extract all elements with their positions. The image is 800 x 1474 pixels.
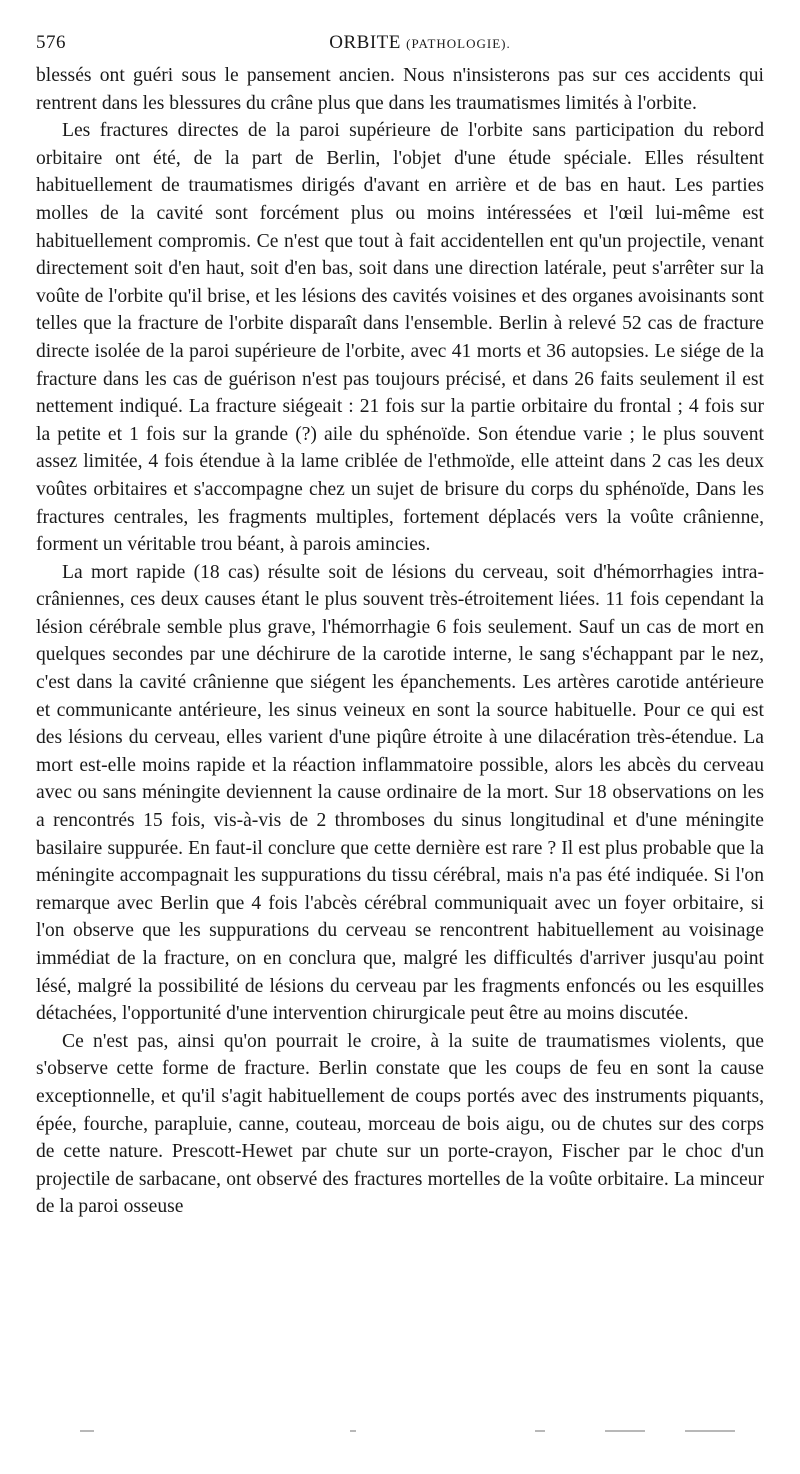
paragraph-rapid-death: La mort rapide (18 cas) résulte soit de lésions du cerveau, soit d'hémorrhagies intra-crâniennes, ces deux causes étant le plus souvent très-étroitement liées. 11 fois cependant la lésion cérébrale semble plus grave, l'hémorrhagie 6 fois seulement. Sauf un cas de mort en quelques secondes par une déchirure de la carotide interne, le sang s'échappant par le nez, c'est dans la cavité crânienne que siégent les épanchements. Les artères carotide antérieure et communicante antérieure, les sinus veineux en sont la source habituelle. Pour ce qui est des lésions du cerveau, elles varient d'une piqûre étroite à une dilacération très-étendue. La mort est-elle moins rapide et la réaction inflammatoire possible, alors les abcès du cerveau avec ou sans méningite deviennent la cause ordinaire de la mort. Sur 18 observations on les a rencontrés 15 fois, vis-à-vis de 2 thromboses du sinus longitudinal et d'une méningite basilaire suppurée. En faut-il conclure que cette dernière est rare ? Il est plus probable que la méningite accompagnait les suppurations du tissu cérébral, mais n'a pas été indiquée. Si l'on remarque avec Berlin que 4 fois l'abcès cérébral communiquait avec un foyer orbitaire, si l'on observe que les suppurations du cerveau se rencontrent habituellement au voisinage immédiat de la fracture, on en conclura que, malgré les difficultés d'arriver jusqu'au point lésé, malgré la possibilité de lésions du cerveau par les fragments enfoncés ou les esquilles détachées, l'opportunité d'une intervention chirurgicale peut être au moins discutée. (36, 561, 764, 1025)
page (36, 30, 764, 1221)
page-number: 576 (36, 32, 66, 53)
header-subtitle: (PATHOLOGIE). (406, 36, 511, 51)
paragraph-causes: Ce n'est pas, ainsi qu'on pourrait le croire, à la suite de traumatismes violents, que s'observe cette forme de fracture. Berlin constate que les coups de feu en sont la cause exceptionnelle, et qu'il s'agit habituellement de coups portés avec des instruments piquants, épée, fourche, parapluie, canne, couteau, morceau de bois aigu, ou de chutes sur des corps de cette nature. Prescott-Hewet par chute sur un porte-crayon, Fischer par le choc d'un projectile de sarbacane, ont observé des fractures mortelles de la voûte orbitaire. La minceur de la paroi osseuse (36, 1030, 764, 1218)
header-title: ORBITE (329, 32, 401, 53)
paragraph-continuation: blessés ont guéri sous le pansement ancien. Nous n'insisterons pas sur ces accidents qui rentrent dans les blessures du crâne plus que dans les traumatismes limités à l'orbite. (36, 65, 764, 114)
running-header (36, 30, 764, 56)
running-title (36, 30, 764, 57)
body-text (36, 62, 764, 1221)
paragraph-direct-fractures: Les fractures directes de la paroi supérieure de l'orbite sans participation du rebord orbitaire ont été, de la part de Berlin, l'objet d'une étude spéciale. Elles résultent habituellement de traumatismes dirigés d'avant en arrière et de bas en haut. Les parties molles de la cavité sont forcément plus ou moins intéressées et l'œil lui-même est habituellement compromis. Ce n'est que tout à fait accidentellen ent qu'un projectile, venant directement soit d'en haut, soit d'en bas, soit dans une direction latérale, peut s'arrêter sur la voûte de l'orbite qu'il brise, et les lésions des cavités voisines et des organes avoisinants sont telles que la fracture de l'orbite disparaît dans l'ensemble. Berlin à relevé 52 cas de fracture directe isolée de la paroi supérieure de l'orbite, avec 41 morts et 36 autopsies. Le siége de la fracture dans les cas de guérison n'est pas toujours précisé, et dans 26 faits seulement il est nettement indiqué. La fracture siégeait : 21 fois sur la partie orbitaire du frontal ; 4 fois sur la petite et 1 fois sur la grande (?) aile du sphénoïde. Son étendue varie ; le plus souvent assez limitée, 4 fois étendue à la lame criblée de l'ethmoïde, elle atteint dans 2 cas les deux voûtes orbitaires et s'accompagne chez un sujet de brisure du corps du sphénoïde, Dans les fractures centrales, les fragments multiples, fortement déplacés vers la voûte crânienne, forment un véritable trou béant, à parois amincies. (36, 120, 764, 556)
scan-artifacts (60, 1430, 760, 1436)
